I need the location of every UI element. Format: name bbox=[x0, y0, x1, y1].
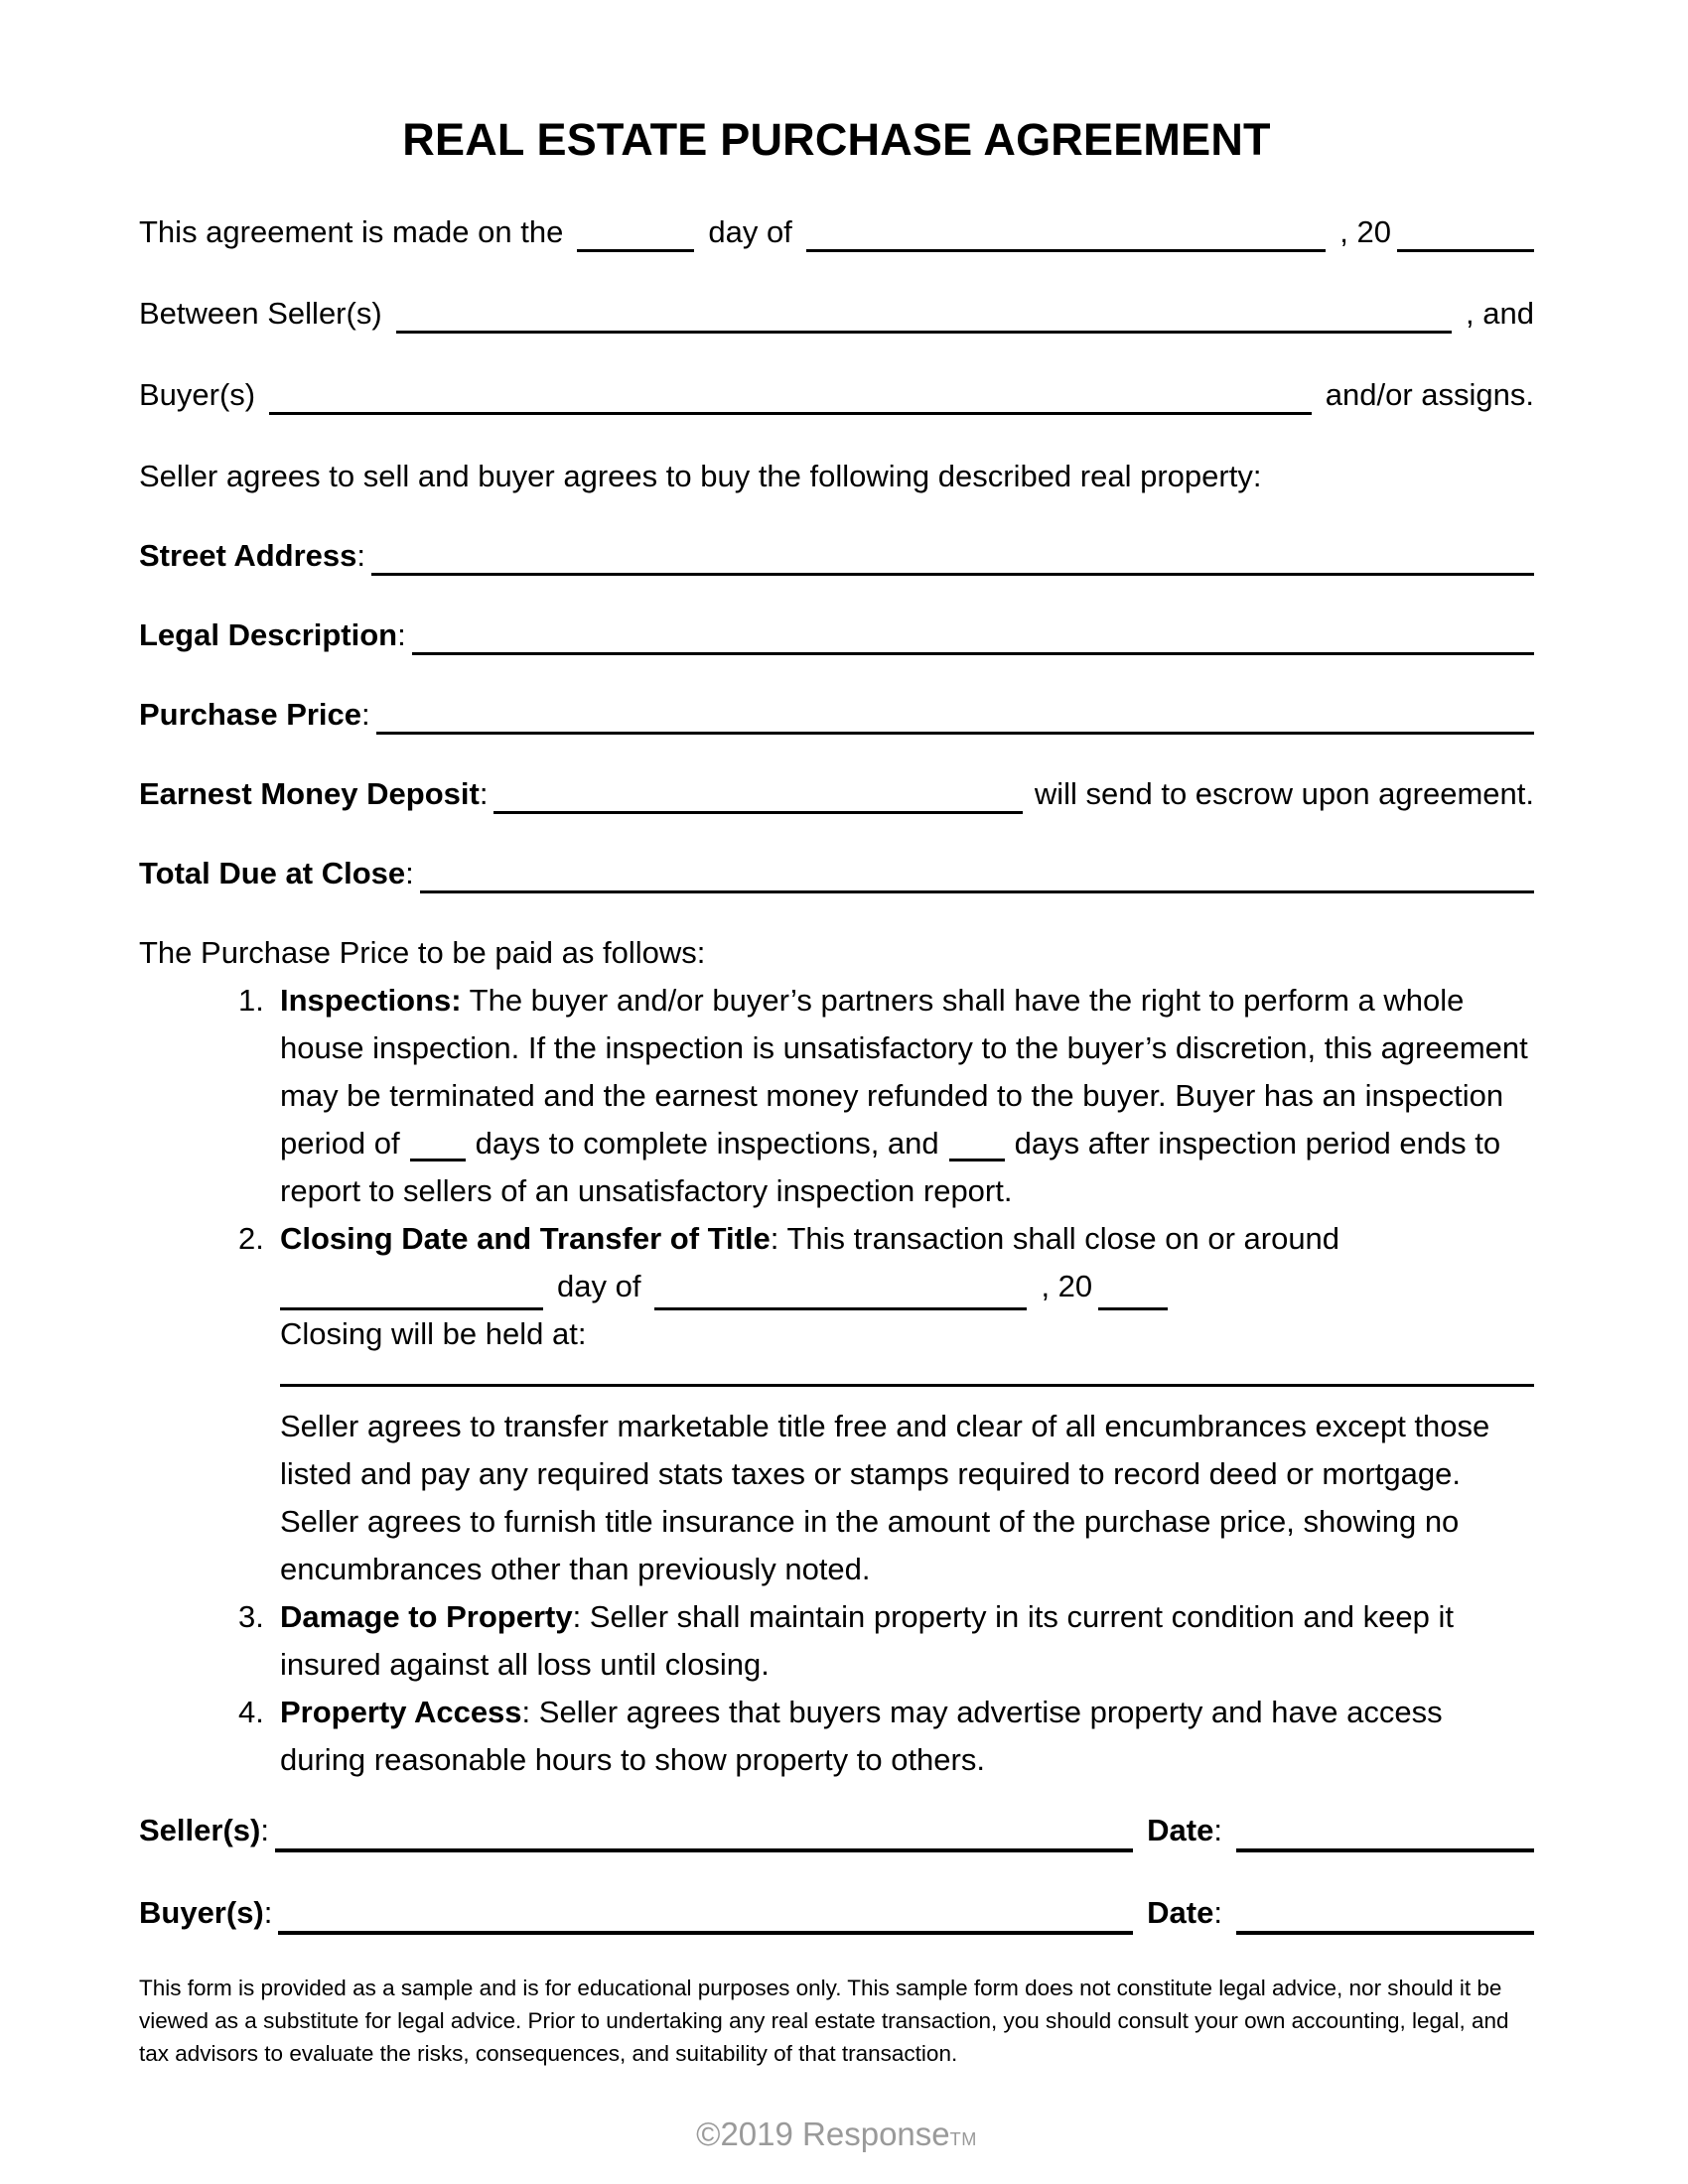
property-statement: Seller agrees to sell and buyer agrees to buy the following described real property: bbox=[139, 459, 1262, 493]
purchase-price-blank[interactable] bbox=[376, 732, 1534, 735]
report-days-blank[interactable] bbox=[949, 1159, 1005, 1161]
made-on-text: This agreement is made on the bbox=[139, 214, 564, 249]
day-of-text: day of bbox=[708, 214, 792, 249]
buyer-date-label: Date bbox=[1147, 1895, 1214, 1930]
term-closing bbox=[238, 1215, 1534, 1593]
buyer-date-blank[interactable] bbox=[1236, 1931, 1534, 1935]
closing-held-at-text: Closing will be held at: bbox=[280, 1316, 587, 1351]
term-4-body: : Seller agrees that buyers may advertise property and have access during reasonable hours to show property to others. bbox=[280, 1695, 1443, 1777]
closing-location-blank[interactable] bbox=[280, 1358, 1534, 1387]
seller-date-label: Date bbox=[1147, 1813, 1214, 1847]
buyer-signature-colon: : bbox=[263, 1895, 273, 1930]
earnest-money-row bbox=[139, 774, 1534, 814]
total-due-label: Total Due at Close bbox=[139, 856, 406, 890]
term-1-body-c: days after inspection period ends to report to sellers of an unsatisfactory inspection report. bbox=[280, 1126, 1501, 1208]
term-2-body: Seller agrees to transfer marketable title free and clear of all encumbrances except those listed and pay any required stats taxes or stamps required to record deed or mortgage. Seller agrees to furnish title insurance in the amount of the purchase price, showing no encumbrances other than previously noted. bbox=[280, 1409, 1490, 1586]
seller-signature-blank[interactable] bbox=[275, 1848, 1133, 1852]
term-2-heading: Closing Date and Transfer of Title bbox=[280, 1221, 771, 1256]
seller-names-blank[interactable] bbox=[396, 331, 1452, 334]
month-blank[interactable] bbox=[806, 249, 1326, 252]
purchase-price-row bbox=[139, 695, 1534, 735]
total-due-colon: : bbox=[405, 856, 414, 890]
term-inspections bbox=[238, 977, 1534, 1215]
term-3-heading: Damage to Property bbox=[280, 1599, 573, 1634]
term-1-body-a: The buyer and/or buyer’s partners shall have the right to perform a whole house inspection. If the inspection is unsatisfactory to the buyer’s discretion, this agreement may be terminated and the earnest money refunded to the buyer. Buyer has an inspection period of bbox=[280, 983, 1528, 1160]
footer bbox=[139, 2115, 1534, 2159]
earnest-money-blank[interactable] bbox=[493, 811, 1022, 814]
term-2-heading-line bbox=[280, 1215, 1534, 1263]
seller-date-blank[interactable] bbox=[1236, 1848, 1534, 1852]
term-1-number: 1. bbox=[238, 983, 264, 1018]
closing-year-blank[interactable] bbox=[1098, 1307, 1168, 1310]
legal-description-blank[interactable] bbox=[412, 652, 1534, 655]
seller-date-colon: : bbox=[1213, 1813, 1222, 1847]
street-address-colon: : bbox=[356, 538, 366, 573]
total-due-blank[interactable] bbox=[420, 890, 1534, 893]
term-access bbox=[238, 1689, 1534, 1784]
seller-signature-row bbox=[139, 1809, 1534, 1852]
term-4-text bbox=[280, 1689, 1534, 1784]
legal-description-label: Legal Description bbox=[139, 617, 398, 652]
street-address-blank[interactable] bbox=[371, 573, 1534, 576]
inspection-days-blank[interactable] bbox=[410, 1159, 466, 1161]
buyer-signature-row bbox=[139, 1891, 1534, 1935]
legal-description-colon: : bbox=[397, 617, 406, 652]
page-title: REAL ESTATE PURCHASE AGREEMENT bbox=[402, 114, 1271, 165]
seller-signature-label: Seller(s) bbox=[139, 1813, 261, 1847]
term-2-heading-suffix: : This transaction shall close on or around bbox=[770, 1221, 1340, 1256]
term-4-heading: Property Access bbox=[280, 1695, 522, 1729]
total-due-row bbox=[139, 854, 1534, 893]
buyer-names-blank[interactable] bbox=[269, 412, 1312, 415]
term-1-body-b: days to complete inspections, and bbox=[475, 1126, 939, 1160]
term-4-number: 4. bbox=[238, 1695, 264, 1729]
term-1-heading: Inspections: bbox=[280, 983, 462, 1018]
terms-intro: The Purchase Price to be paid as follows: bbox=[139, 935, 706, 970]
buyer-date-colon: : bbox=[1213, 1895, 1222, 1930]
disclaimer-text: This form is provided as a sample and is for educational purposes only. This sample form does not constitute legal advice, nor should it be viewed as a substitute for legal advice. Prior to undertaking any real estate transaction, you should consult your own accounting, legal, and tax advisors to evaluate the risks, consequences, and suitability of that transaction. bbox=[139, 1976, 1509, 2066]
term-2-number: 2. bbox=[238, 1221, 264, 1256]
closing-year-prefix: , 20 bbox=[1041, 1269, 1093, 1303]
term-3-body: : Seller shall maintain property in its current condition and keep it insured against all loss until closing. bbox=[280, 1599, 1454, 1682]
street-address-label: Street Address bbox=[139, 538, 357, 573]
terms-list bbox=[139, 977, 1534, 1784]
street-address-row bbox=[139, 536, 1534, 576]
sellers-line bbox=[139, 294, 1534, 334]
legal-description-row bbox=[139, 615, 1534, 655]
term-3-text bbox=[280, 1593, 1534, 1689]
assigns-text: and/or assigns. bbox=[1325, 377, 1534, 412]
earnest-money-label: Earnest Money Deposit bbox=[139, 776, 480, 811]
day-blank[interactable] bbox=[577, 249, 694, 252]
agreement-date-line bbox=[139, 212, 1534, 252]
copyright-text: ©2019 Response bbox=[696, 2116, 950, 2152]
buyer-signature-blank[interactable] bbox=[278, 1931, 1133, 1935]
purchase-price-colon: : bbox=[361, 697, 370, 732]
and-text: , and bbox=[1466, 296, 1534, 331]
term-3-number: 3. bbox=[238, 1599, 264, 1634]
year-blank[interactable] bbox=[1397, 249, 1534, 252]
between-sellers-text: Between Seller(s) bbox=[139, 296, 382, 331]
term-1-text bbox=[280, 977, 1534, 1215]
purchase-price-label: Purchase Price bbox=[139, 697, 362, 732]
buyer-signature-label: Buyer(s) bbox=[139, 1895, 264, 1930]
seller-signature-colon: : bbox=[260, 1813, 269, 1847]
closing-day-of-text: day of bbox=[557, 1269, 641, 1303]
trademark-text: TM bbox=[949, 2129, 977, 2149]
buyers-text: Buyer(s) bbox=[139, 377, 256, 412]
closing-month-blank[interactable] bbox=[654, 1307, 1027, 1310]
closing-date-line bbox=[280, 1263, 1534, 1310]
buyers-line bbox=[139, 375, 1534, 415]
earnest-money-colon: : bbox=[479, 776, 489, 811]
year-prefix-text: , 20 bbox=[1339, 214, 1391, 249]
earnest-money-suffix: will send to escrow upon agreement. bbox=[1034, 776, 1534, 811]
term-damage bbox=[238, 1593, 1534, 1689]
